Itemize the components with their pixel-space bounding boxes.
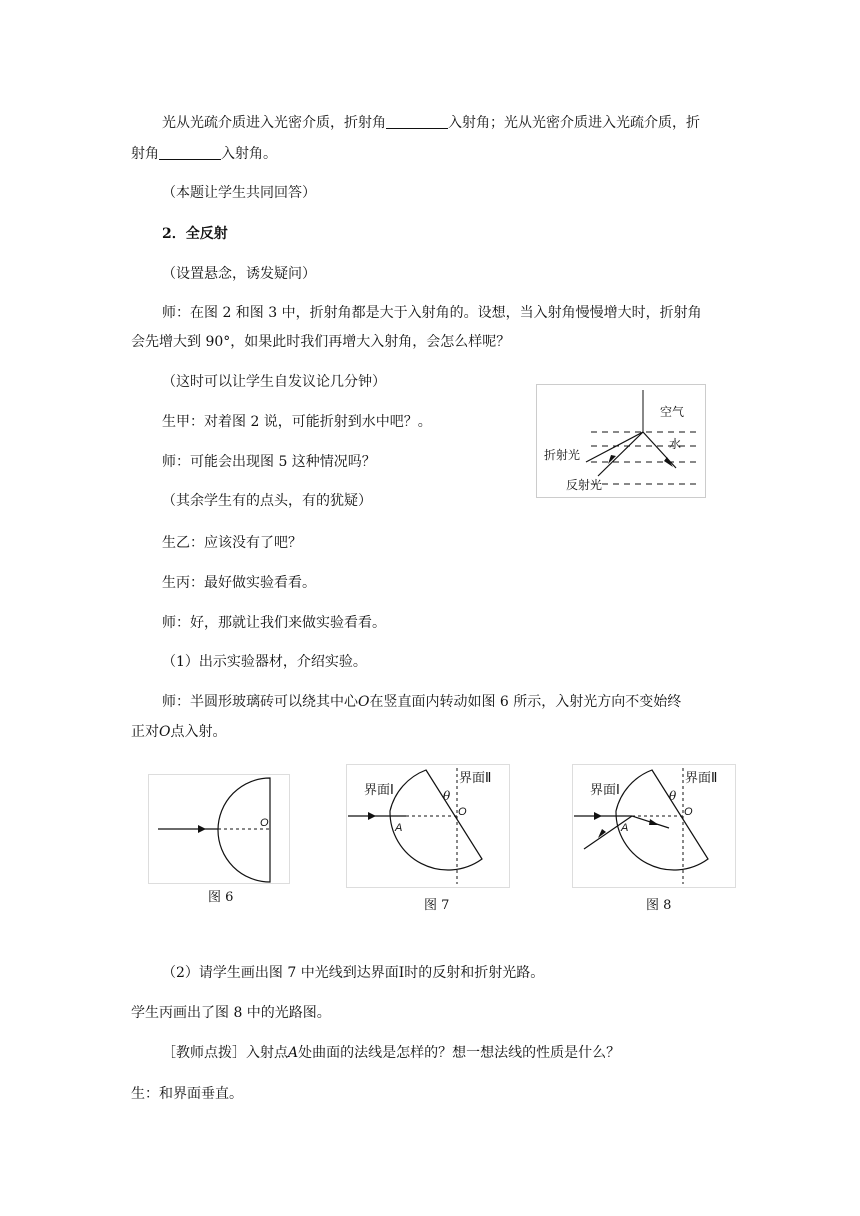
label-water: 水 <box>669 437 682 451</box>
answer-blank <box>159 145 221 160</box>
label-interface-1: 界面Ⅰ <box>590 783 620 798</box>
label-interface-1: 界面Ⅰ <box>364 783 394 798</box>
text: 师：半圆形玻璃砖可以绕其中心 <box>162 694 358 710</box>
step-2-line: （2）请学生画出图 7 中光线到达界面Ⅰ时的反射和折射光路。 <box>162 965 545 981</box>
figure-7 <box>346 764 510 888</box>
heading-number: 2． <box>162 226 186 242</box>
italic-a: A <box>288 1045 299 1061</box>
student-answer-line: 生：和界面垂直。 <box>131 1086 243 1102</box>
text: 光从光疏介质进入光密介质，折射角 <box>162 115 386 131</box>
teacher-glass-description-cont <box>131 721 226 743</box>
figure-8 <box>572 764 736 888</box>
text: 处曲面的法线是怎样的？想一想法线的性质是什么？ <box>298 1045 621 1061</box>
paragraph-refraction-question-cont <box>131 143 277 165</box>
label-reflected: 反射光 <box>566 478 603 492</box>
label-interface-2: 界面Ⅱ <box>685 771 718 786</box>
heading-text: 全反射 <box>185 226 228 242</box>
figure-7-drawing <box>346 764 510 888</box>
text: 在竖直面内转动如图 6 所示，入射光方向不变始终 <box>369 694 682 710</box>
text: 点入射。 <box>170 724 227 740</box>
label-a: A <box>621 822 629 834</box>
student-b-line: 生乙：应该没有了吧？ <box>162 535 302 551</box>
label-o: O <box>684 806 693 818</box>
text: 射角 <box>131 146 159 162</box>
teacher-line-2: 会先增大到 90°，如果此时我们再增大入射角，会怎么样呢？ <box>131 334 511 350</box>
note-suspense: （设置悬念，诱发疑问） <box>162 266 316 282</box>
teacher-hint-line <box>162 1042 620 1064</box>
teacher-experiment-line: 师：好，那就让我们来做实验看看。 <box>162 615 386 631</box>
text: ［教师点拨］入射点 <box>162 1045 288 1061</box>
label-theta: θ <box>669 789 677 803</box>
teacher-glass-description <box>162 691 681 713</box>
label-o: O <box>458 806 467 818</box>
figure-7-caption: 图 7 <box>424 898 450 913</box>
figure-8-drawing <box>572 764 736 888</box>
italic-o: O <box>159 724 171 740</box>
paragraph-refraction-question <box>162 112 700 134</box>
step-1-line: （1）出示实验器材，介绍实验。 <box>162 654 367 670</box>
note-others: （其余学生有的点头，有的犹疑） <box>162 493 372 509</box>
text: 入射角；光从光密介质进入光疏介质，折 <box>448 115 700 131</box>
note-students-answer: （本题让学生共同回答） <box>162 185 316 201</box>
text: 正对 <box>131 724 159 740</box>
answer-blank <box>386 114 448 129</box>
figure-5-drawing <box>536 384 706 498</box>
teacher-fig5-question: 师：可能会出现图 5 这种情况吗？ <box>162 454 376 470</box>
label-a: A <box>395 822 403 834</box>
figure-6 <box>148 774 290 884</box>
label-interface-2: 界面Ⅱ <box>459 771 492 786</box>
figure-8-caption: 图 8 <box>646 898 672 913</box>
student-c-drawing-line: 学生丙画出了图 8 中的光路图。 <box>131 1005 331 1021</box>
label-refracted: 折射光 <box>544 448 581 462</box>
label-o: O <box>260 817 269 829</box>
italic-o: O <box>358 694 370 710</box>
figure-5-air-water <box>536 384 706 498</box>
section-heading <box>162 223 228 245</box>
figure-6-drawing <box>148 774 290 884</box>
label-theta: θ <box>443 789 451 803</box>
student-a-line: 生甲：对着图 2 说，可能折射到水中吧？。 <box>162 414 432 430</box>
label-air: 空气 <box>660 405 685 419</box>
figure-6-caption: 图 6 <box>208 890 234 905</box>
text: 入射角。 <box>221 146 277 162</box>
note-discussion: （这时可以让学生自发议论几分钟） <box>162 374 386 390</box>
student-c-line: 生丙：最好做实验看看。 <box>162 575 316 591</box>
teacher-line-1: 师：在图 2 和图 3 中，折射角都是大于入射角的。设想，当入射角慢慢增大时，折射角 <box>162 305 702 321</box>
